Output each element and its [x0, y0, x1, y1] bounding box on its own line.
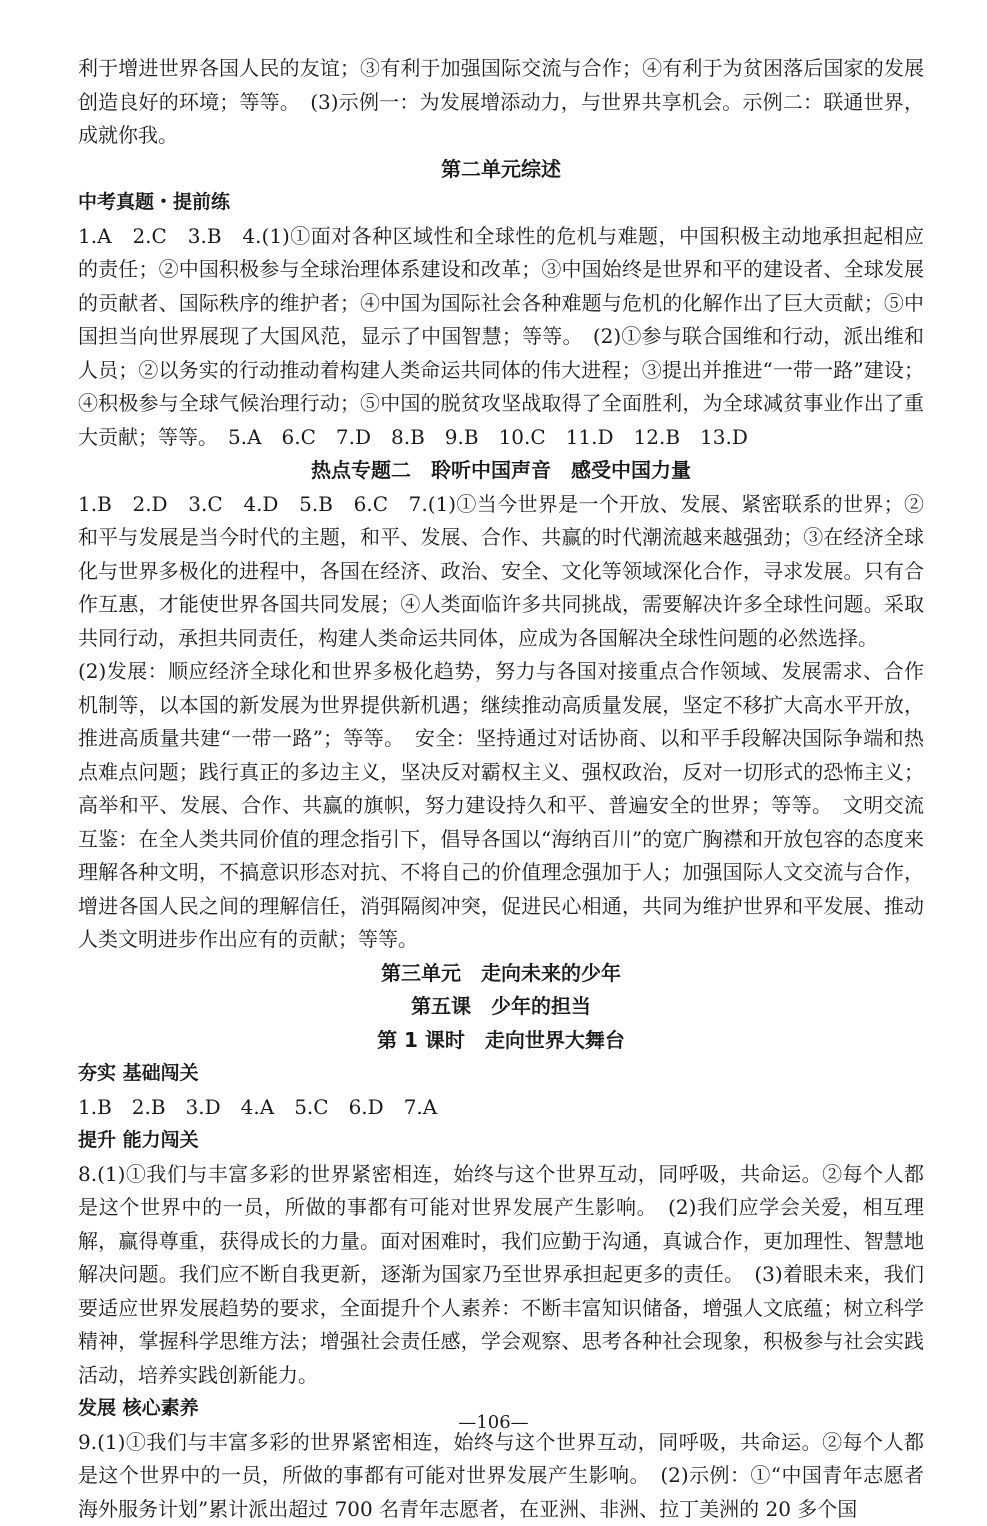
answer-paragraph-hot-topic-part-2: (2)发展：顺应经济全球化和世界多极化趋势，努力与各国对接重点合作领域、发展需求、合作机制等，以本国的新发展为世界提供新机遇；继续推动高质量发展，坚定不移扩大高水平开放，推进高质量共建“一带一路”；等等。 安全：坚持通过对话协商、以和平手段解决国际争端和热点难点问题；践行真正的多边主义，坚决反对霸权主义、强权政治，反对一切形式的恐怖主义；高举和平、发展、合作、共赢的旗帜，努力建设持久和平、普遍安全的世界；等等。 文明交流互鉴：在全人类共同价值的理念指引下，倡导各国以“海纳百川”的宽广胸襟和开放包容的态度来理解各种文明，不搞意识形态对抗、不将自己的价值理念强加于人；加强国际人文交流与合作，增进各国人民之间的理解信任，消弭隔阂冲突，促进民心相通，共同为维护世界和平发展、推动人类文明进步作出应有的贡献；等等。 [78, 655, 924, 957]
subheading-basic-level: 夯实 基础闯关 [78, 1057, 924, 1091]
answer-paragraph-hot-topic-part-1: 1.B 2.D 3.C 4.D 5.B 6.C 7.(1)①当今世界是一个开放、发展、紧密联系的世界；②和平与发展是当今时代的主题，和平、发展、合作、共赢的时代潮流越来越强劲；③在经济全球化与世界多极化的进程中，各国在经济、政治、安全、文化等领域深化合作，寻求发展。只有合作互惠，才能使世界各国共同发展；④人类面临许多共同挑战，需要解决许多全球性问题。采取共同行动，承担共同责任，构建人类命运共同体，应成为各国解决全球性问题的必然选择。 [78, 488, 924, 656]
answer-paragraph-unit-2: 1.A 2.C 3.B 4.(1)①面对各种区域性和全球性的危机与难题，中国积极主动地承担起相应的责任；②中国积极参与全球治理体系建设和改革；③中国始终是世界和平的建设者、全球发展的贡献者、国际秩序的维护者；④中国为国际社会各种难题与危机的化解作出了巨大贡献；⑤中国担当向世界展现了大国风范，显示了中国智慧；等等。 (2)①参与联合国维和行动，派出维和人员；②以务实的行动推动着构建人类命运共同体的伟大进程；③提出并推进“一带一路”建设；④积极参与全球气候治理行动；⑤中国的脱贫攻坚战取得了全面胜利，为全球减贫事业作出了重大贡献；等等。 5.A 6.C 7.D 8.B 9.B 10.C 11.D 12.B 13.D [78, 220, 924, 455]
answer-paragraph-question-8: 8.(1)①我们与丰富多彩的世界紧密相连，始终与这个世界互动，同呼吸，共命运。②每个人都是这个世界中的一员，所做的事都有可能对世界发展产生影响。 (2)我们应学会关爱，相互理解，赢得尊重，获得成长的力量。面对困难时，我们应勤于沟通，真诚合作，更加理性、智慧地解决问题。我们应不断自我更新，逐渐为国家乃至世界承担起更多的责任。 (3)着眼未来，我们要适应世界发展趋势的要求，全面提升个人素养：不断丰富知识储备，增强人文底蕴；树立科学精神，掌握科学思维方法；增强社会责任感，学会观察、思考各种社会现象，积极参与社会实践活动，培养实践创新能力。 [78, 1158, 924, 1393]
page-number: —106— [0, 1412, 987, 1433]
section-heading-hot-topic-2: 热点专题二 聆听中国声音 感受中国力量 [78, 454, 924, 488]
answer-paragraph-continuation: 利于增进世界各国人民的友谊；③有利于加强国际交流与合作；④有利于为贫困落后国家的发展创造良好的环境；等等。 (3)示例一：为发展增添动力，与世界共享机会。示例二：联通世界，成就你我。 [78, 52, 924, 153]
subheading-exam-practice: 中考真题・提前练 [78, 186, 924, 220]
section-heading-period-1: 第 1 课时 走向世界大舞台 [78, 1024, 924, 1058]
section-heading-lesson-5: 第五课 少年的担当 [78, 990, 924, 1024]
subheading-core-literacy: 发展 核心素养 [78, 1392, 924, 1426]
answer-list-basic: 1.B 2.B 3.D 4.A 5.C 6.D 7.A [78, 1091, 924, 1125]
answer-paragraph-question-9: 9.(1)①我们与丰富多彩的世界紧密相连，始终与这个世界互动，同呼吸，共命运。②每个人都是这个世界中的一员，所做的事都有可能对世界发展产生影响。 (2)示例：①“中国青年志愿者海外服务计划”累计派出超过 700 名青年志愿者，在亚洲、非洲、拉丁美洲的 20 多个国 [78, 1426, 924, 1526]
page-content [78, 52, 924, 1526]
subheading-ability-level: 提升 能力闯关 [78, 1124, 924, 1158]
section-heading-unit-2-review: 第二单元综述 [78, 153, 924, 187]
section-heading-unit-3: 第三单元 走向未来的少年 [78, 957, 924, 991]
